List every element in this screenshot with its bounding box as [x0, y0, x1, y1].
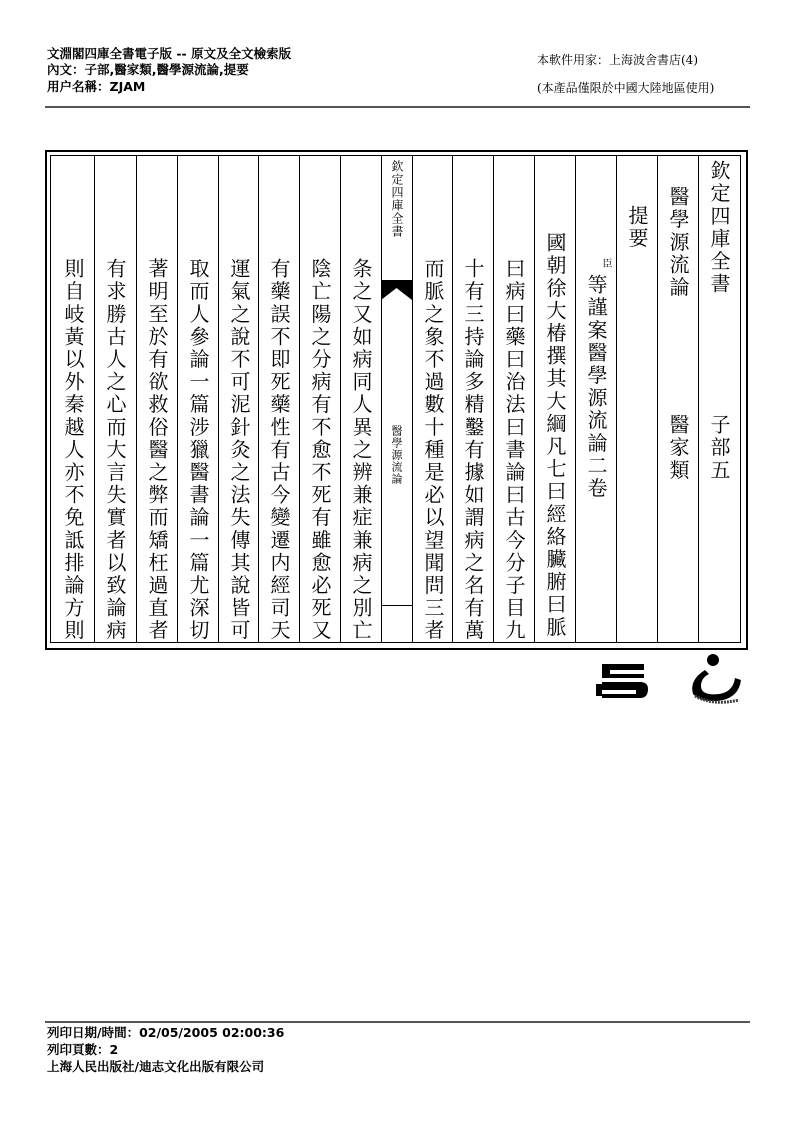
section-label: 子部五 — [707, 414, 731, 482]
center-strip-rule — [381, 605, 412, 606]
center-strip-title: 欽定四庫全書 — [390, 160, 404, 238]
heading-tiyao: 提要 — [625, 205, 649, 251]
footer-divider — [45, 1021, 750, 1023]
print-pages: 列印頁數：2 — [47, 1042, 119, 1057]
document-title: 文淵閣四庫全書電子版 -- 原文及全文檢索版 — [47, 46, 292, 61]
work-title: 醫學源流論 — [666, 186, 690, 299]
text-column: 陰亡陽之分病有不愈不死有雖愈必死又 — [308, 258, 332, 643]
text-column: 取而人參論一篇涉獵醫書論一篇尤深切 — [186, 258, 210, 643]
text-column: 國朝徐大椿撰其大綱凡七曰經絡臟腑曰脈 — [543, 232, 567, 639]
text-column: 十有三持論多精鑿有據如謂病之名有萬 — [461, 258, 485, 643]
book-title: 欽定四庫全書 — [707, 160, 731, 296]
text-column: 著明至於有欲救俗醫之弊而矯枉過直者 — [145, 258, 169, 643]
region-notice: (本產品僅限於中國大陸地區使用) — [537, 81, 715, 95]
category-label: 醫家類 — [666, 414, 690, 482]
fishtail-mark-icon — [381, 280, 412, 300]
user-name: 用户名稱：ZJAM — [47, 79, 146, 94]
licensee: 本軟件用家：上海波舍書店(4) — [537, 53, 698, 67]
text-column: 運氣之說不可泥針灸之法失傳其說皆可 — [227, 258, 251, 643]
print-datetime: 列印日期/時間：02/05/2005 02:00:36 — [47, 1025, 285, 1040]
text-column: 曰病曰藥曰治法曰書論曰古今分子目九 — [502, 258, 526, 643]
text-column: 而脈之象不過數十種是必以望聞問三者 — [421, 258, 445, 643]
publisher: 上海人民出版社/迪志文化出版有限公司 — [47, 1059, 265, 1074]
publisher-seal-icon — [683, 652, 747, 708]
books-logo-icon — [592, 662, 654, 700]
header-divider — [45, 106, 750, 108]
text-column: 等謹案醫學源流論二卷 — [584, 274, 608, 500]
text-column: 有求勝古人之心而大言失實者以致論病 — [103, 258, 127, 643]
content-path: 內文：子部,醫家類,醫學源流論,提要 — [47, 62, 249, 77]
text-column: 有藥誤不即死藥性有古今變遷内經司天 — [267, 258, 291, 643]
text-column: 則自岐黃以外秦越人亦不免詆排論方則 — [61, 258, 85, 643]
center-strip-work: 醫學源流論 — [390, 425, 403, 485]
minister-mark: 臣 — [600, 258, 611, 269]
text-column: 条之又如病同人異之辨兼症兼病之別亡 — [349, 258, 373, 643]
